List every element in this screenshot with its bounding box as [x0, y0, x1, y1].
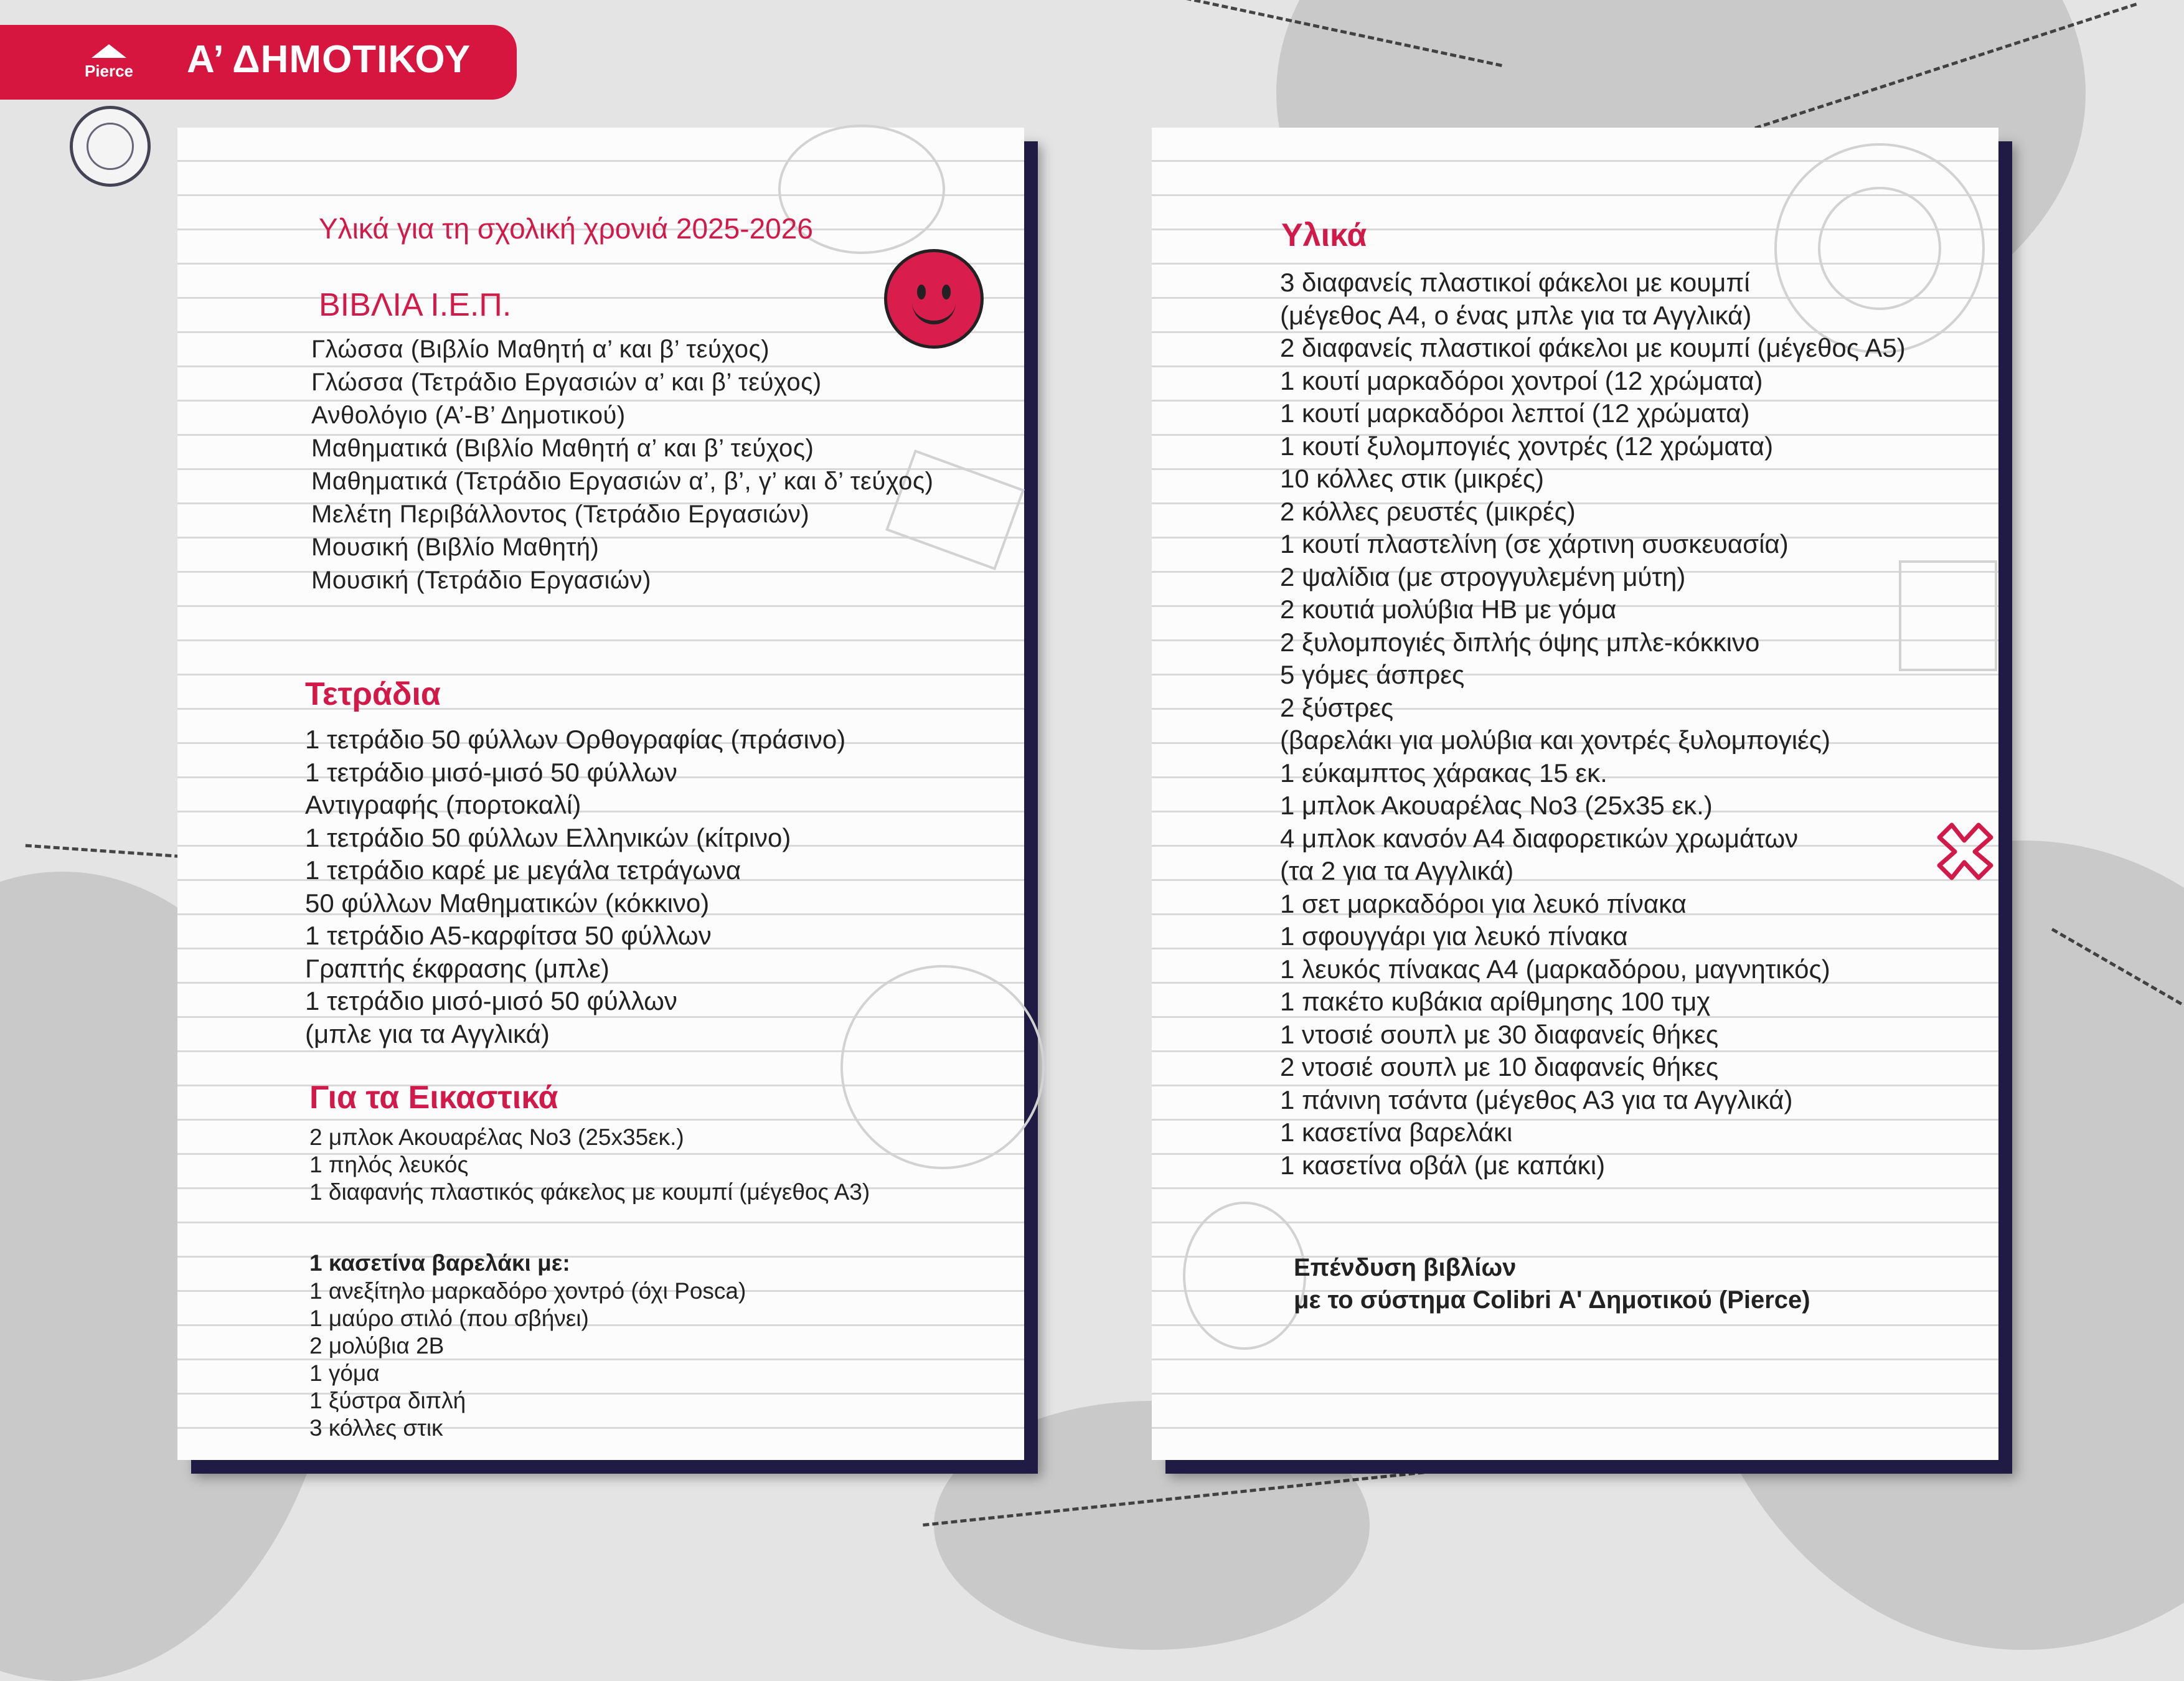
list-item: 1 σετ μαρκαδόροι για λευκό πίνακα: [1280, 888, 1687, 918]
list-item: 1 μπλοκ Ακουαρέλας Νο3 (25x35 εκ.): [1280, 791, 1713, 820]
art-list: [309, 1124, 870, 1206]
notebooks-list: [305, 723, 845, 1050]
list-item: 1 τετράδιο 50 φύλλων Ορθογραφίας (πράσινο): [305, 725, 846, 754]
list-item: Μουσική (Βιβλίο Μαθητή): [311, 534, 600, 561]
list-item: 1 τετράδιο Α5-καρφίτσα 50 φύλλων: [305, 921, 712, 950]
list-item: (μπλε για τα Αγγλικά): [305, 1019, 550, 1048]
list-item: Μαθηματικά (Τετράδιο Εργασιών α’, β’, γ’ και δ’ τεύχος): [311, 468, 934, 495]
list-item: 1 κουτί ξυλομπογιές χοντρές (12 χρώματα): [1280, 431, 1774, 461]
list-item: 1 ντοσιέ σουπλ με 30 διαφανείς θήκες: [1280, 1019, 1719, 1049]
list-item: 2 κουτιά μολύβια ΗΒ με γόμα: [1280, 595, 1617, 624]
list-item: 1 πηλός λευκός: [309, 1152, 469, 1177]
mouth: [912, 301, 956, 324]
list-item: 2 ψαλίδια (με στρογγυλεμένη μύτη): [1280, 562, 1686, 591]
book-cover-note-line1: Επένδυση βιβλίων: [1294, 1254, 1517, 1281]
list-item: 2 ντοσιέ σουπλ με 10 διαφανείς θήκες: [1280, 1052, 1719, 1081]
list-item: 1 ανεξίτηλο μαρκαδόρο χοντρό (όχι Posca): [309, 1278, 746, 1304]
notebooks-title: Τετράδια: [305, 676, 441, 712]
list-item: 5 γόμες άσπρες: [1280, 660, 1465, 689]
lightbulb-doodle: [1183, 1202, 1306, 1350]
list-item: 1 κουτί μαρκαδόροι χοντροί (12 χρώματα): [1280, 365, 1763, 395]
doodle-shape: [1899, 560, 1997, 671]
eye: [942, 285, 951, 299]
list-item: 3 κόλλες στικ: [309, 1415, 443, 1441]
list-item: Γλώσσα (Τετράδιο Εργασιών α’ και β’ τεύχος): [311, 369, 822, 396]
school-year-title: Υλικά για τη σχολική χρονιά 2025-2026: [319, 212, 813, 245]
list-item: Μελέτη Περιβάλλοντος (Τετράδιο Εργασιών): [311, 501, 810, 528]
seal-inner: [87, 123, 134, 170]
books-title: ΒΙΒΛΙΑ Ι.Ε.Π.: [319, 287, 512, 323]
list-item: 1 κασετίνα οβάλ (με καπάκι): [1280, 1150, 1606, 1180]
list-item: 1 τετράδιο μισό-μισό 50 φύλλων: [305, 986, 677, 1015]
list-item: 3 διαφανείς πλαστικοί φάκελοι με κουμπί: [1280, 268, 1750, 297]
list-item: 1 εύκαμπτος χάρακας 15 εκ.: [1280, 758, 1607, 788]
list-item: Ανθολόγιο (Α’-Β’ Δημοτικού): [311, 402, 626, 429]
list-item: 1 μαύρο στιλό (που σβήνει): [309, 1306, 589, 1331]
college-seal-icon: [70, 106, 151, 187]
materials-title: Υλικά: [1281, 217, 1367, 253]
list-item: Γλώσσα (Βιβλίο Μαθητή α’ και β’ τεύχος): [311, 336, 770, 363]
red-cross-icon: [1930, 816, 1998, 884]
list-item: 1 τετράδιο 50 φύλλων Ελληνικών (κίτρινο): [305, 822, 791, 852]
list-item: 1 πάνινη τσάντα (μέγεθος Α3 για τα Αγγλικά): [1280, 1085, 1793, 1114]
list-item: Μουσική (Τετράδιο Εργασιών): [311, 567, 651, 594]
roof-icon: [92, 44, 126, 58]
list-item: 1 ξύστρα διπλή: [309, 1388, 466, 1413]
list-item: 1 κουτί μαρκαδόροι λεπτοί (12 χρώματα): [1280, 398, 1750, 428]
list-item: 1 λευκός πίνακας Α4 (μαρκαδόρου, μαγνητικός): [1280, 954, 1830, 984]
list-item: Γραπτής έκφρασης (μπλε): [305, 953, 610, 983]
list-item: (βαρελάκι για μολύβια και χοντρές ξυλομπογιές): [1280, 725, 1831, 755]
logo-text: Pierce: [84, 61, 134, 80]
list-item: 10 κόλλες στικ (μικρές): [1280, 464, 1544, 493]
list-item: (μέγεθος Α4, ο ένας μπλε για τα Αγγλικά): [1280, 300, 1752, 330]
pierce-logo: [75, 25, 143, 100]
books-list: [311, 333, 933, 597]
eye: [917, 285, 926, 299]
list-item: 1 γόμα: [309, 1360, 380, 1386]
list-item: 2 μολύβια 2Β: [309, 1333, 445, 1358]
list-item: 1 σφουγγάρι για λευκό πίνακα: [1280, 921, 1628, 951]
doodle-circle: [840, 965, 1045, 1169]
list-item: Μαθηματικά (Βιβλίο Μαθητή α’ και β’ τεύχος): [311, 435, 814, 462]
list-item: 1 κασετίνα βαρελάκι: [1280, 1118, 1513, 1147]
list-item: 1 πακέτο κυβάκια αρίθμησης 100 τμχ: [1280, 987, 1711, 1016]
list-item: 2 μπλοκ Ακουαρέλας Νο3 (25x35εκ.): [309, 1124, 684, 1150]
list-item: 4 μπλοκ κανσόν Α4 διαφορετικών χρωμάτων: [1280, 823, 1799, 853]
list-item: 2 ξυλομπογιές διπλής όψης μπλε-κόκκινο: [1280, 627, 1760, 657]
list-item: 2 κόλλες ρευστές (μικρές): [1280, 496, 1576, 526]
list-item: Αντιγραφής (πορτοκαλί): [305, 790, 581, 819]
list-item: 1 κουτί πλαστελίνη (σε χάρτινη συσκευασία): [1280, 529, 1789, 558]
pencil-case-title: 1 κασετίνα βαρελάκι με:: [309, 1250, 570, 1276]
list-item: 1 τετράδιο μισό-μισό 50 φύλλων: [305, 757, 677, 787]
list-item: 2 διαφανείς πλαστικοί φάκελοι με κουμπί (μέγεθος Α5): [1280, 333, 1906, 362]
book-cover-note-line2: με το σύστημα Colibri Α' Δημοτικού (Pierce): [1294, 1286, 1810, 1314]
list-item: 1 διαφανής πλαστικός φάκελος με κουμπί (μέγεθος Α3): [309, 1179, 870, 1205]
list-item: (τα 2 για τα Αγγλικά): [1280, 856, 1514, 885]
list-item: 50 φύλλων Μαθηματικών (κόκκινο): [305, 888, 710, 918]
art-title: Για τα Εικαστικά: [309, 1080, 558, 1116]
pencil-case-list: [309, 1278, 746, 1442]
page-title: Α’ ΔΗΜΟΤΙΚΟΥ: [187, 38, 471, 81]
materials-list: [1280, 266, 1906, 1182]
list-item: 1 τετράδιο καρέ με μεγάλα τετράγωνα: [305, 855, 741, 885]
list-item: 2 ξύστρες: [1280, 692, 1394, 722]
